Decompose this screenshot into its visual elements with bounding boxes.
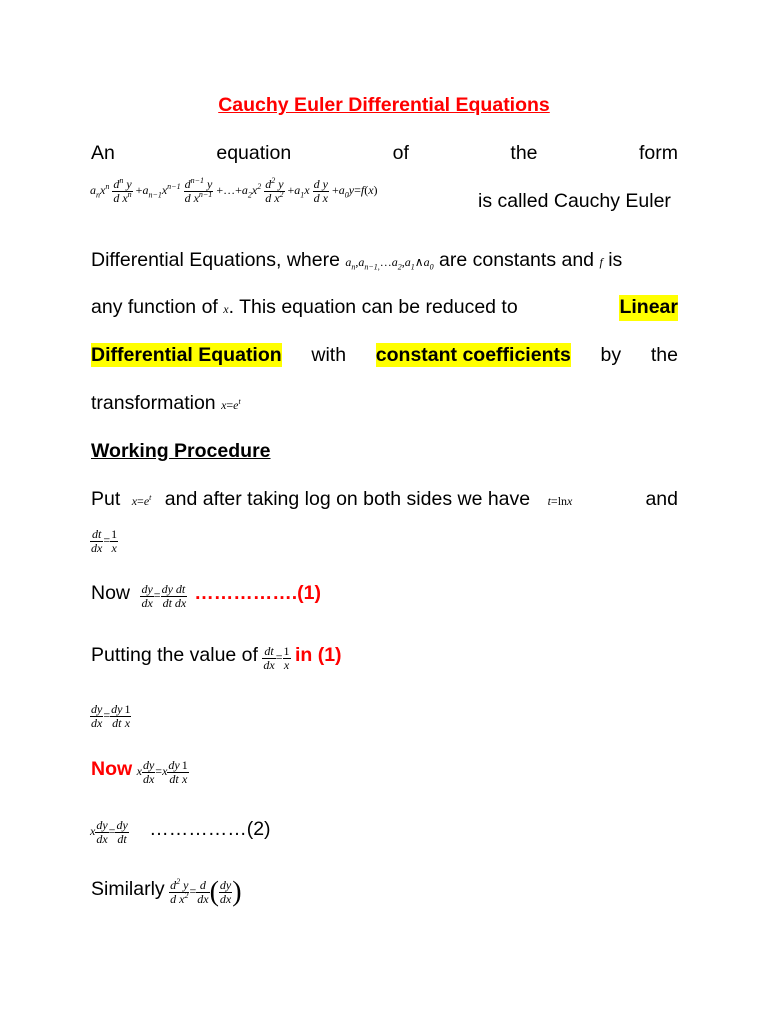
eq-dy-dx: $\frac{dy}{dx}$ = $\frac{dy}{dt}$ $\frac{1}{x}$ [91, 702, 131, 730]
equation-number-1: …………….(1) [194, 582, 321, 604]
eq-dt-dx-inline: $\frac{dt}{dx}$ = $\frac{1}{x}$ [263, 644, 290, 672]
highlight-linear: Linear [619, 295, 678, 321]
eq-chain-rule: $\frac{dy}{dx}$ = $\frac{dy}{dt}$ $\frac{dt}{dx}$ [141, 582, 187, 610]
equation-number-2: ……………(2) [149, 818, 271, 840]
now-line [91, 757, 189, 785]
word: by [600, 344, 622, 366]
text: and [645, 488, 678, 510]
put-line [91, 487, 678, 513]
eq-x-dy-dx: x $\frac{dy}{dx}$ =x $\frac{dy}{dt}$ $\frac{1}{x}$ [136, 758, 188, 786]
cauchy-euler-equation: $a_nx^n$ $\frac{d^n y}{d x^n}$ $+a_{n-1}x^{n-1}$ $\frac{d^{n-1} y}{d x^{n-1}}$ $+\dots+a_2x^2$ $\frac{d^2 y}{d x^2}$ $+a_1x$ $\frac{\text{d y}}{\text{d x}}$ $+a_0y=f(x)$ [90, 176, 378, 205]
intro-line-6 [91, 391, 241, 417]
similarly-line [91, 876, 242, 908]
highlight-differential-equation: Differential Equation [91, 344, 282, 366]
text: in (1) [294, 644, 342, 666]
math-f: f [599, 255, 603, 269]
eq-t-lnx: t=lnx [547, 494, 573, 508]
text: any function of x. This equation can be reduced to [91, 296, 518, 318]
text: Now [91, 582, 131, 604]
intro-line-3 [91, 248, 622, 274]
intro-line-5 [91, 343, 678, 367]
eq-x-et: $x=e^t$ [131, 493, 152, 508]
word: the [650, 344, 678, 366]
intro-line-2-text: is called Cauchy Euler [478, 190, 671, 212]
eq-1-line [91, 581, 321, 609]
text: Similarly [91, 877, 165, 900]
word: equation [216, 142, 292, 164]
word: An [91, 142, 115, 164]
word: of [392, 142, 409, 164]
coefficient-list: $a_n,a_{n-1,}\dots a_2,a_1\wedge a_0$ [345, 255, 434, 272]
text: Put [91, 488, 121, 510]
text: are constants and [439, 249, 595, 271]
eq-x-dy-dx-dt: x $\frac{dy}{dx}$ = $\frac{dy}{dt}$ [90, 818, 128, 846]
text: Now [91, 758, 133, 780]
transformation-eq: $x=e^t$ [221, 397, 241, 412]
word: the [510, 142, 538, 164]
intro-line-1 [91, 141, 678, 165]
putting-line [91, 643, 342, 671]
eq-2-line [90, 817, 271, 845]
intro-line-2 [90, 178, 378, 204]
eq-dt-dx: $\frac{dt}{dx}$ = $\frac{1}{x}$ [91, 527, 118, 555]
word: form [639, 142, 678, 164]
highlight-constant-coefficients: constant coefficients [375, 344, 571, 366]
text: Differential Equations, where [91, 249, 340, 271]
text: transformation [91, 392, 216, 414]
page-title: Cauchy Euler Differential Equations [218, 94, 550, 116]
text: and after taking log on both sides we have [164, 488, 531, 510]
text: is [608, 249, 623, 271]
eq-second-derivative: $\frac{d^2 y}{d x^2}$ = $\frac{d}{dx}$ ( $\frac{dy}{dx}$ ) [170, 876, 242, 907]
text: Putting the value of [91, 644, 258, 666]
section-heading: Working Procedure [91, 440, 271, 462]
intro-line-4 [91, 295, 678, 321]
word: with [311, 344, 347, 366]
